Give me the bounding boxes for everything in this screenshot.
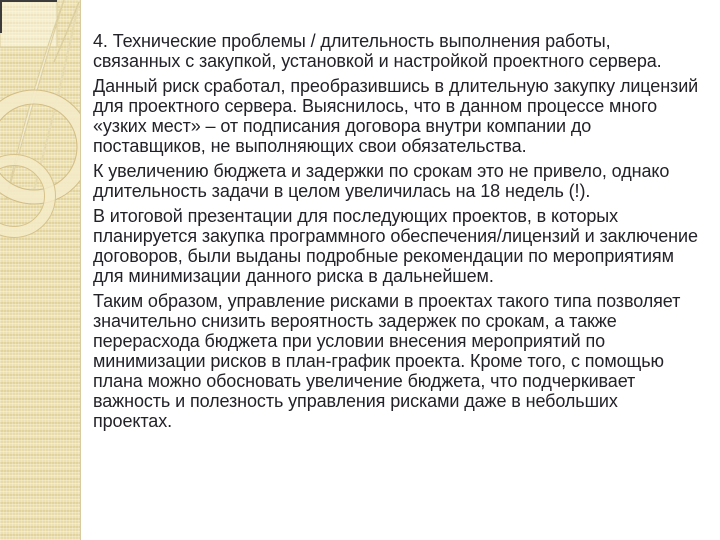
ring-ornament — [0, 90, 80, 238]
body-paragraph: 4. Технические проблемы / длительность выполнения работы, связанных с закупкой, установкой и настройкой проектного сервера. — [93, 31, 662, 71]
body-paragraph: Таким образом, управление рисками в проектах такого типа позволяет значительно снизить вероятность задержек по срокам, а также перерасхода бюджета при условии внесения мероприятий по минимизации рисков в план-график проекта. Кроме того, с помощью плана можно обосновать увеличение бюджета, что подчеркивает важность и полезность управления рисками даже в небольших проектах. — [93, 291, 681, 431]
sidebar-ornament — [0, 0, 80, 540]
body-paragraph: В итоговой презентации для последующих проектов, в которых планируется закупка программного обеспечения/лицензий и заключение договоров, были выданы подробные рекомендации по мероприятиям для минимизации данного риска в дальнейшем. — [93, 206, 698, 286]
body-paragraph: Данный риск сработал, преобразившись в длительную закупку лицензий для проектного сервера. Выяснилось, что в данном процессе много «узких мест» – от подписания договора внутри компании до поставщиков, не выполняющих свои обязательства. — [93, 76, 699, 156]
corner-square — [0, 0, 57, 47]
decorative-sidebar — [0, 0, 81, 540]
body-paragraph: К увеличению бюджета и задержки по срокам это не привело, однако длительность задачи в целом увеличилась на 18 недель (!). — [93, 161, 670, 201]
slide-body-text — [93, 31, 700, 436]
